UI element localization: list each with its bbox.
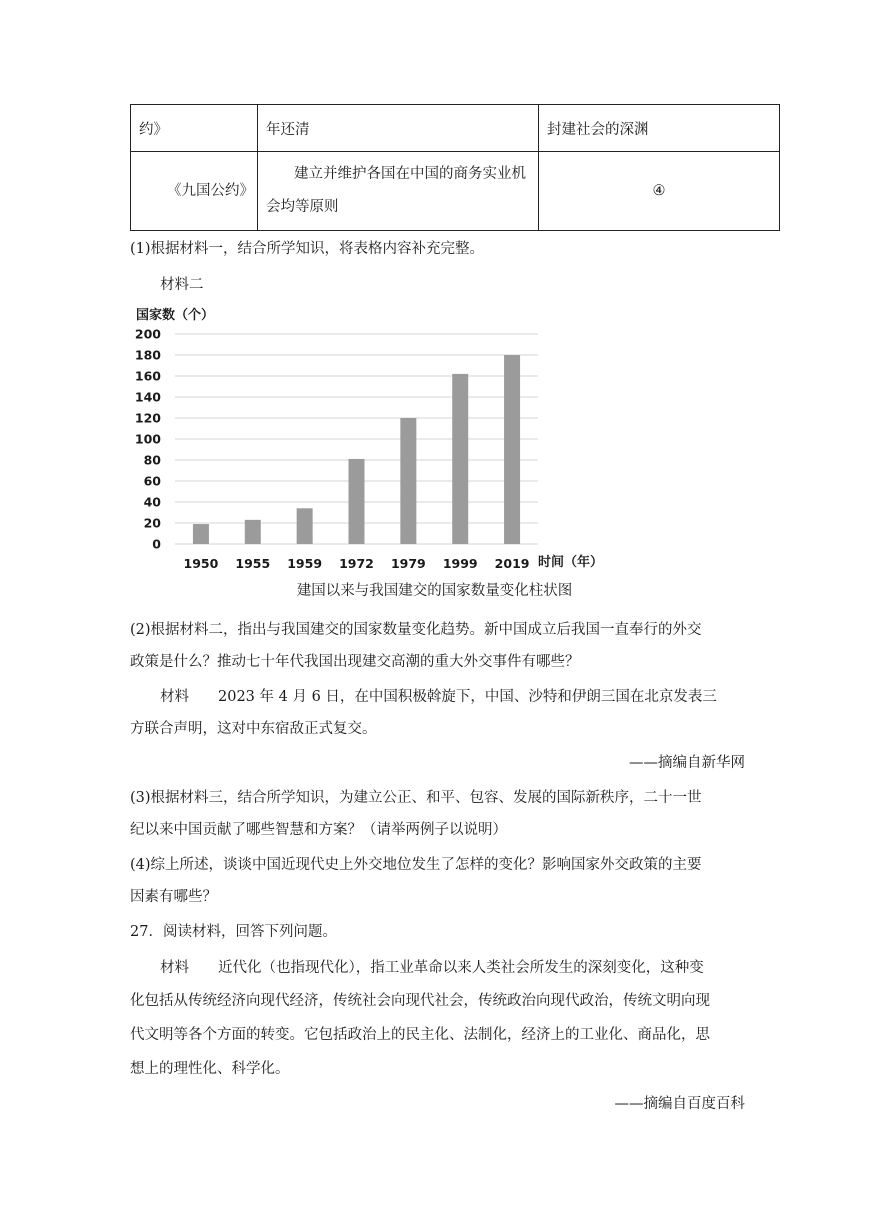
chart-title: 建国以来与我国建交的国家数量变化柱状图 (296, 583, 573, 599)
question-2-line: 政策是什么？推动七十年代我国出现建交高潮的重大外交事件有哪些？ (130, 654, 580, 670)
y-tick-label: 0 (152, 536, 161, 552)
table-row (131, 105, 780, 152)
material-27-line: 材料 近代化（也指现代化），指工业革命以来人类社会所发生的深刻变化，这种变 (160, 960, 704, 976)
material-27-line: 化包括从传统经济向现代经济，传统社会向现代社会，传统政治向现代政治，传统文明向现 (130, 993, 710, 1009)
table-cell: 《九国公约》 (131, 152, 258, 231)
question-3-line: (3)根据材料三，结合所学知识，为建立公正、和平、包容、发展的国际新秩序，二十一世 (130, 790, 702, 806)
material-2-label: 材料二 (160, 277, 204, 293)
bar-2019 (504, 355, 520, 544)
x-tick-label: 1972 (339, 556, 374, 571)
bar-chart (120, 300, 640, 580)
x-tick-label: 2019 (494, 556, 530, 571)
material-27-source: ——摘编自百度百科 (614, 1096, 745, 1112)
bar-1959 (297, 508, 313, 544)
table-cell: 年还清 (258, 105, 539, 152)
y-tick-label: 40 (143, 494, 161, 510)
y-tick-label: 20 (143, 515, 161, 531)
x-tick-label: 1950 (183, 556, 219, 571)
y-tick-label: 180 (134, 347, 161, 363)
material-3-line: 方联合声明，这对中东宿敌正式复交。 (130, 721, 377, 737)
x-tick-label: 1955 (235, 556, 271, 571)
bar-1972 (349, 459, 365, 544)
material-3-line: 材料 2023 年 4 月 6 日，在中国积极斡旋下，中国、沙特和伊朗三国在北京发表三 (160, 689, 717, 705)
bar-1955 (245, 520, 261, 544)
bars (193, 355, 520, 544)
y-tick-label: 60 (143, 473, 161, 489)
question-3-line: 纪以来中国贡献了哪些智慧和方案？（请举两例子以说明） (130, 822, 507, 838)
question-4-line: 因素有哪些？ (130, 889, 217, 905)
question-4-line: (4)综上所述，谈谈中国近现代史上外交地位发生了怎样的变化？影响国家外交政策的主要 (130, 857, 702, 873)
x-tick-label: 1979 (390, 556, 426, 571)
bar-1950 (193, 524, 209, 544)
y-axis-label: 国家数（个） (136, 308, 215, 323)
x-tick-label: 1959 (287, 556, 323, 571)
y-tick-label: 100 (134, 431, 161, 447)
treaty-table (130, 104, 780, 231)
x-ticks (184, 556, 530, 571)
y-ticks (135, 327, 161, 552)
bar-1999 (452, 374, 468, 544)
bar-1979 (400, 418, 416, 544)
material-3-source: ——摘编自新华网 (629, 755, 745, 771)
y-tick-label: 120 (134, 410, 161, 426)
table-cell: 约》 (131, 105, 258, 152)
y-tick-label: 200 (134, 326, 161, 342)
table-cell: 封建社会的深渊 (539, 105, 780, 152)
x-axis-label: 时间（年） (538, 555, 604, 570)
table-row (131, 152, 780, 231)
material-27-line: 代文明等各个方面的转变。它包括政治上的民主化、法制化，经济上的工业化、商品化，思 (130, 1027, 710, 1043)
table-cell: ④ (539, 152, 780, 231)
x-tick-label: 1999 (442, 556, 478, 571)
y-tick-label: 140 (134, 389, 161, 405)
y-tick-label: 80 (143, 452, 161, 468)
question-27: 27．阅读材料，回答下列问题。 (130, 924, 337, 940)
table-cell: 建立并维护各国在中国的商务实业机会均等原则 (258, 152, 539, 231)
material-27-line: 想上的理性化、科学化。 (130, 1061, 290, 1077)
question-1: (1)根据材料一，结合所学知识，将表格内容补充完整。 (130, 241, 485, 257)
question-2-line: (2)根据材料二，指出与我国建交的国家数量变化趋势。新中国成立后我国一直奉行的外交 (130, 622, 702, 638)
y-tick-label: 160 (134, 368, 161, 384)
